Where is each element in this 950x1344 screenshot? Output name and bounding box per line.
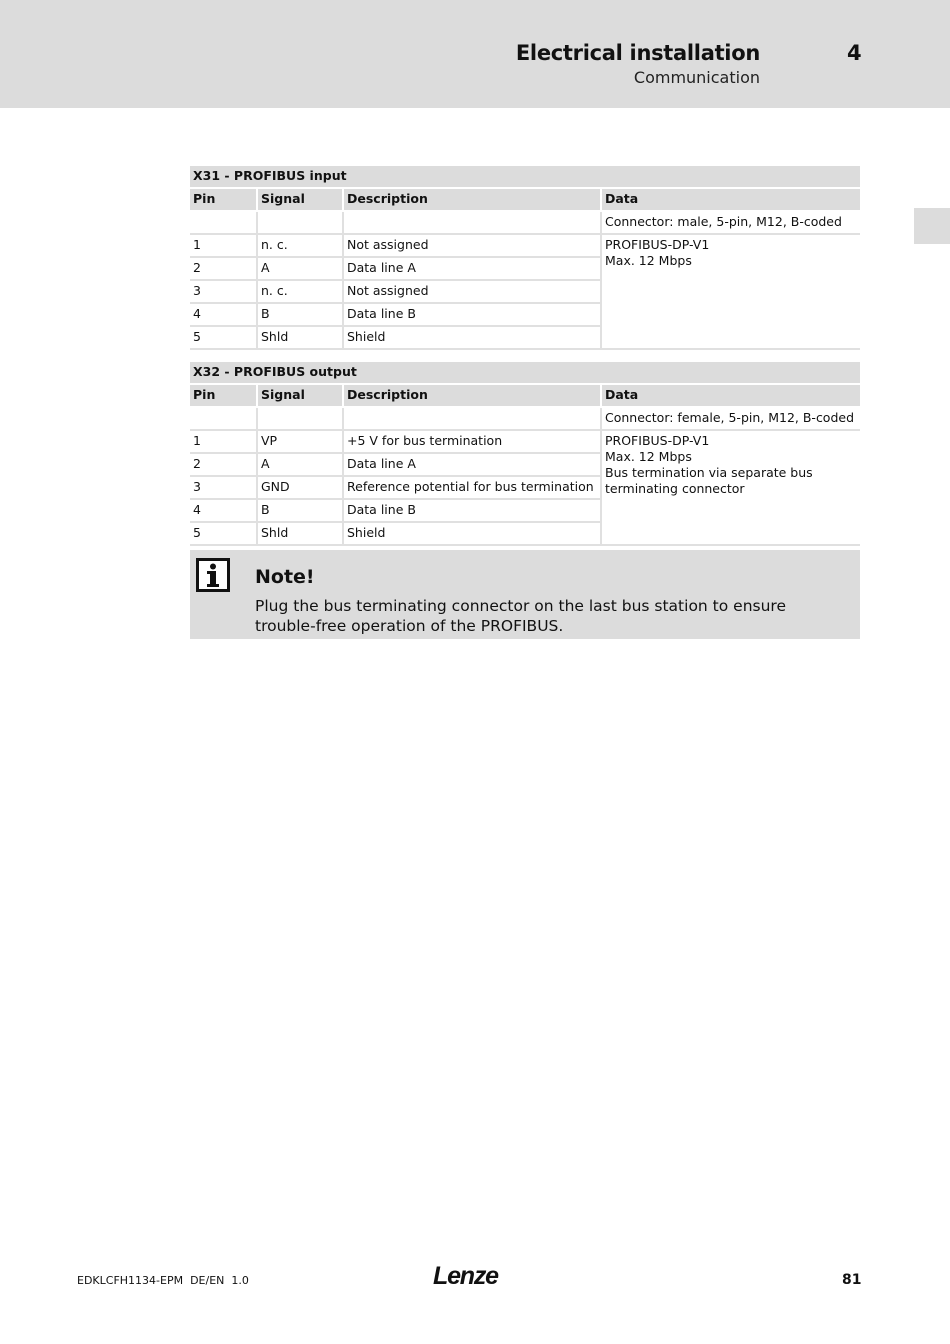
data-line: Max. 12 Mbps: [605, 253, 692, 268]
pin-cell: 2: [190, 454, 258, 477]
connector-cell: Connector: female, 5-pin, M12, B-coded: [602, 408, 860, 431]
table-cell: [344, 408, 602, 431]
signal-cell: VP: [258, 431, 344, 454]
column-header: Signal: [258, 385, 344, 408]
note-text: Plug the bus terminating connector on the last bus station to ensure trouble-free operation of the PROFIBUS.: [255, 597, 786, 635]
column-header: Pin: [190, 385, 258, 408]
data-line: PROFIBUS-DP-V1: [605, 237, 710, 252]
logo-text: Lenze: [433, 1262, 498, 1288]
description-cell: Reference potential for bus termination: [344, 477, 602, 500]
signal-cell: GND: [258, 477, 344, 500]
column-header: Pin: [190, 189, 258, 212]
chapter-subtitle: Communication: [633, 68, 760, 87]
signal-cell: n. c.: [258, 235, 344, 258]
description-cell: Data line A: [344, 454, 602, 477]
description-cell: Not assigned: [344, 235, 602, 258]
column-header: Signal: [258, 189, 344, 212]
x32-pin-table: [190, 362, 860, 546]
description-cell: Shield: [344, 523, 602, 546]
data-cell: [602, 431, 860, 546]
column-header: Description: [344, 189, 602, 212]
chapter-number: 4: [847, 41, 862, 65]
pin-cell: 5: [190, 523, 258, 546]
data-line: PROFIBUS-DP-V1: [605, 433, 710, 448]
data-line: Max. 12 Mbps: [605, 449, 692, 464]
footer-doc-id: EDKLCFH1134-EPM DE/EN 1.0: [77, 1274, 249, 1287]
data-cell: [602, 235, 860, 350]
x31-pin-table: [190, 166, 860, 350]
description-cell: +5 V for bus termination: [344, 431, 602, 454]
pin-cell: 3: [190, 477, 258, 500]
pin-cell: 1: [190, 235, 258, 258]
table-cell: [258, 212, 344, 235]
pin-cell: 5: [190, 327, 258, 350]
table-cell: [190, 212, 258, 235]
signal-cell: n. c.: [258, 281, 344, 304]
table-title: X31 - PROFIBUS input: [190, 166, 860, 189]
note-box: [190, 550, 860, 639]
signal-cell: Shld: [258, 327, 344, 350]
header-band: [0, 0, 950, 108]
info-icon: [196, 558, 230, 592]
signal-cell: Shld: [258, 523, 344, 546]
lenze-logo: [433, 1262, 513, 1288]
pin-cell: 3: [190, 281, 258, 304]
pin-cell: 1: [190, 431, 258, 454]
description-cell: Not assigned: [344, 281, 602, 304]
pin-cell: 2: [190, 258, 258, 281]
column-header: Data: [602, 385, 860, 408]
data-line: terminating connector: [605, 481, 745, 496]
table-cell: [258, 408, 344, 431]
table-title: X32 - PROFIBUS output: [190, 362, 860, 385]
description-cell: Data line B: [344, 304, 602, 327]
note-title: Note!: [255, 566, 315, 588]
connector-cell: Connector: male, 5-pin, M12, B-coded: [602, 212, 860, 235]
table-cell: [344, 212, 602, 235]
table-cell: [190, 408, 258, 431]
chapter-tab-marker: [914, 208, 950, 244]
column-header: Data: [602, 189, 860, 212]
pin-cell: 4: [190, 500, 258, 523]
data-line: Bus termination via separate bus: [605, 465, 813, 480]
description-cell: Shield: [344, 327, 602, 350]
description-cell: Data line B: [344, 500, 602, 523]
table-row: [190, 431, 860, 454]
column-header: Description: [344, 385, 602, 408]
signal-cell: B: [258, 304, 344, 327]
table-row: [190, 235, 860, 258]
chapter-title: Electrical installation: [515, 41, 760, 65]
signal-cell: A: [258, 454, 344, 477]
signal-cell: B: [258, 500, 344, 523]
description-cell: Data line A: [344, 258, 602, 281]
page-number: 81: [842, 1272, 862, 1288]
signal-cell: A: [258, 258, 344, 281]
pin-cell: 4: [190, 304, 258, 327]
